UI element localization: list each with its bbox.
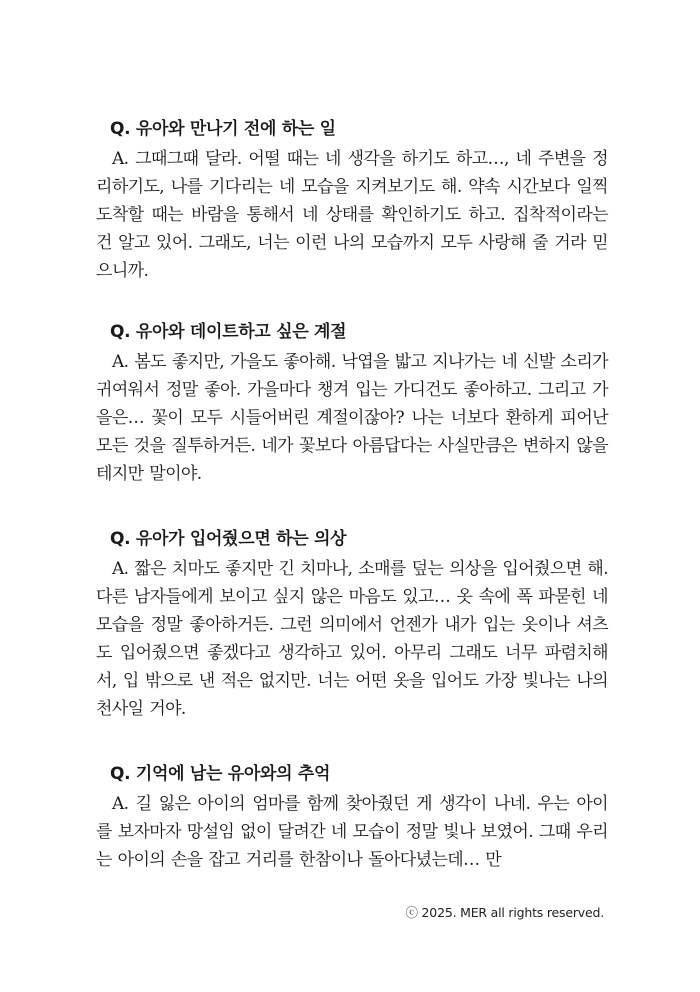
question-heading: Q. 유아가 입어줬으면 하는 의상 xyxy=(110,529,347,549)
question-heading: Q. 유아와 데이트하고 싶은 계절 xyxy=(110,322,347,342)
qa-section xyxy=(96,762,608,874)
answer-paragraph: A. 길 잃은 아이의 엄마를 함께 찾아줬던 게 생각이 나네. 우는 아이를 보자마자 망설임 없이 달려간 네 모습이 정말 빛나 보였어. 그때 우리는 아이의 손을 잡고 거리를 한참이나 돌아다녔는데… 만 xyxy=(96,794,608,870)
question-heading: Q. 기억에 남는 유아와의 추억 xyxy=(110,764,331,784)
question-heading: Q. 유아와 만나기 전에 하는 일 xyxy=(110,119,336,139)
qa-section xyxy=(96,320,608,488)
copyright-footer: ⓒ 2025. MER all rights reserved. xyxy=(405,905,604,920)
answer-paragraph: A. 그때그때 달라. 어떨 때는 네 생각을 하기도 하고…, 네 주변을 정리하기도, 나를 기다리는 네 모습을 지켜보기도 해. 약속 시간보다 일찍 도착할 때는 바람을 통해서 네 상태를 확인하기도 하고. 집착적이라는 건 알고 있어. 그래도, 너는 이런 나의 모습까지 모두 사랑해 줄 거라 믿으니까. xyxy=(96,149,608,281)
answer-paragraph: A. 봄도 좋지만, 가을도 좋아해. 낙엽을 밟고 지나가는 네 신발 소리가 귀여워서 정말 좋아. 가을마다 챙겨 입는 가디건도 좋아하고. 그리고 가을은… 꽃이 모두 시들어버린 계절이잖아? 나는 너보다 환하게 피어난 모든 것을 질투하거든. 네가 꽃보다 아름답다는 사실만큼은 변하지 않을 테지만 말이야. xyxy=(96,352,608,484)
answer-paragraph: A. 짧은 치마도 좋지만 긴 치마나, 소매를 덮는 의상을 입어줬으면 해. 다른 남자들에게 보이고 싶지 않은 마음도 있고… 옷 속에 폭 파묻힌 네 모습을 정말 좋아하거든. 그런 의미에서 언젠가 내가 입는 옷이나 셔츠도 입어줬으면 좋겠다고 생각하고 있어. 아무리 그래도 너무 파렴치해서, 입 밖으로 낸 적은 없지만. 너는 어떤 옷을 입어도 가장 빛나는 나의 천사일 거야. xyxy=(96,559,608,719)
qa-section xyxy=(96,117,608,285)
qa-section xyxy=(96,527,608,723)
